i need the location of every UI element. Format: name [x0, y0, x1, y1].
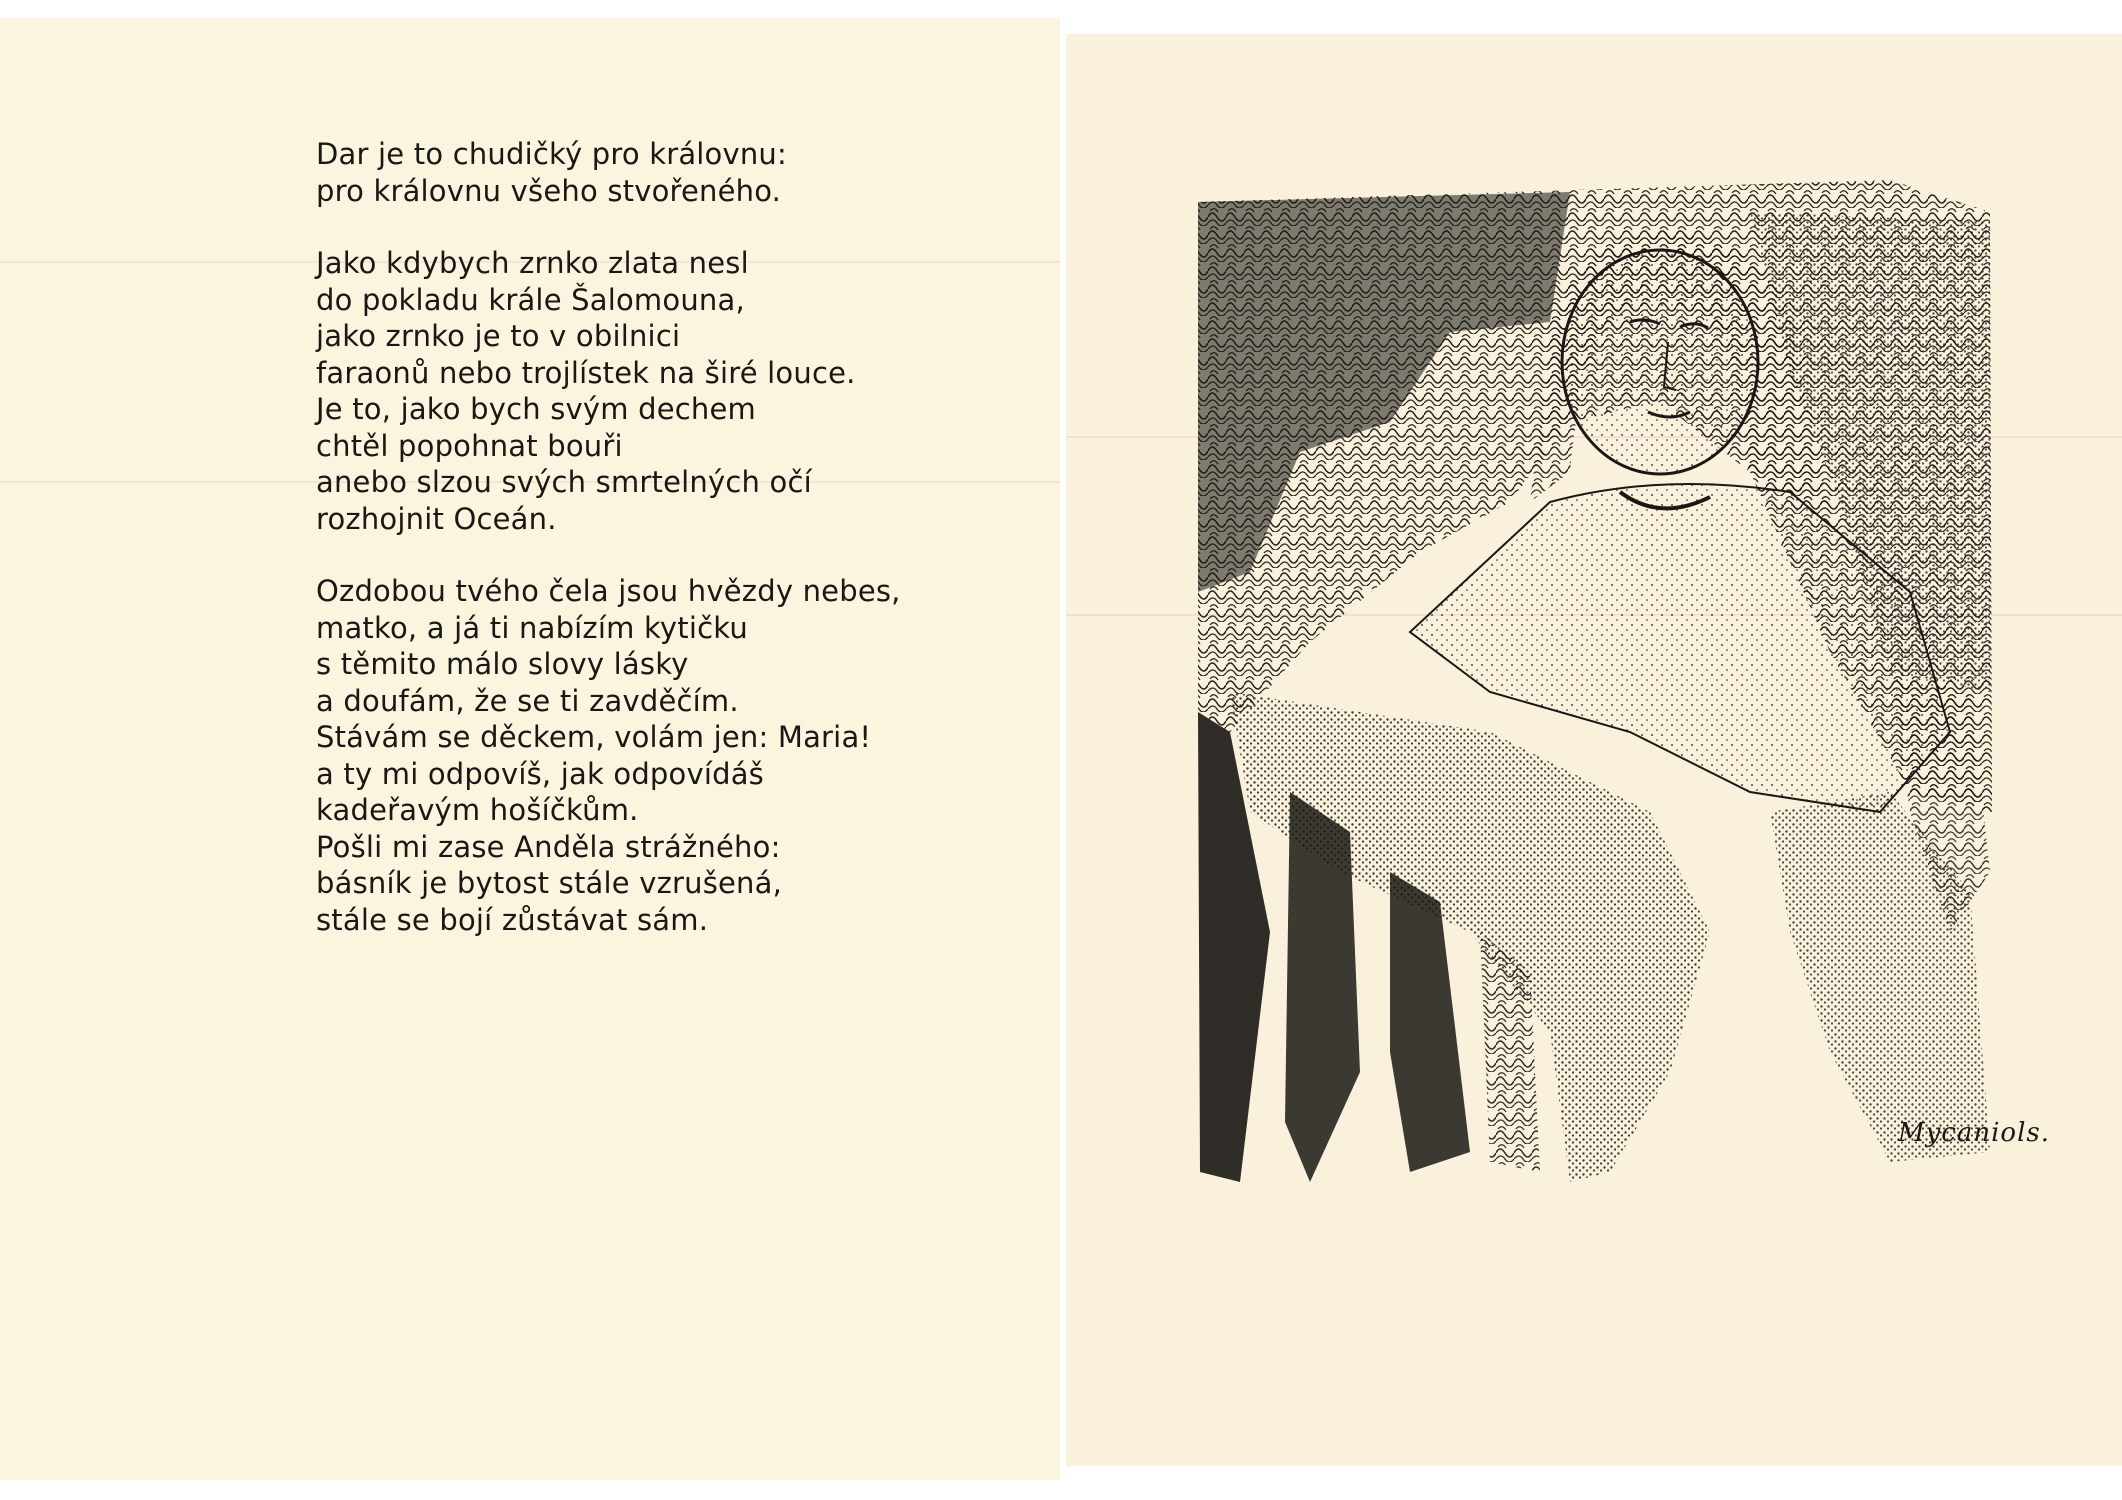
- poem-line: s těmito málo slovy lásky: [316, 647, 689, 681]
- poem-line: Pošli mi zase Anděla strážného:: [316, 829, 781, 864]
- poem-line: kadeřavým hošíčkům.: [316, 793, 639, 827]
- poem-line: básník je bytost stále vzrušená,: [316, 866, 783, 900]
- poem: [316, 136, 1036, 938]
- poem-line: faraonů nebo trojlístek na širé louce.: [316, 355, 856, 390]
- madonna-illustration: [1190, 172, 2080, 1202]
- poem-line: Jako kdybych zrnko zlata nesl: [316, 246, 749, 280]
- poem-line: rozhojnit Oceán.: [316, 501, 557, 536]
- stanza-2: [316, 245, 1036, 537]
- poem-line: Stávám se děckem, volám jen: Maria!: [316, 720, 872, 754]
- poem-line: chtěl popohnat bouři: [316, 428, 623, 463]
- poem-line: stále se bojí zůstávat sám.: [316, 902, 709, 937]
- left-page: [0, 18, 1060, 1480]
- poem-line: Dar je to chudičký pro královnu:: [316, 137, 787, 171]
- poem-line: pro královnu všeho stvořeného.: [316, 173, 782, 208]
- poem-line: jako zrnko je to v obilnici: [316, 319, 681, 353]
- poem-line: do pokladu krále Šalomouna,: [316, 282, 745, 317]
- poem-line: a ty mi odpovíš, jak odpovídáš: [316, 756, 764, 791]
- artist-signature: Mycaniols.: [1898, 1118, 2051, 1148]
- right-page: [1066, 34, 2122, 1466]
- poem-line: a doufám, že se ti zavděčím.: [316, 683, 739, 718]
- poem-line: anebo slzou svých smrtelných očí: [316, 465, 812, 499]
- stanza-3: [316, 573, 1036, 938]
- poem-line: Ozdobou tvého čela jsou hvězdy nebes,: [316, 574, 901, 608]
- poem-line: Je to, jako bych svým dechem: [316, 392, 756, 426]
- poem-line: matko, a já ti nabízím kytičku: [316, 610, 748, 645]
- stanza-1: [316, 136, 1036, 209]
